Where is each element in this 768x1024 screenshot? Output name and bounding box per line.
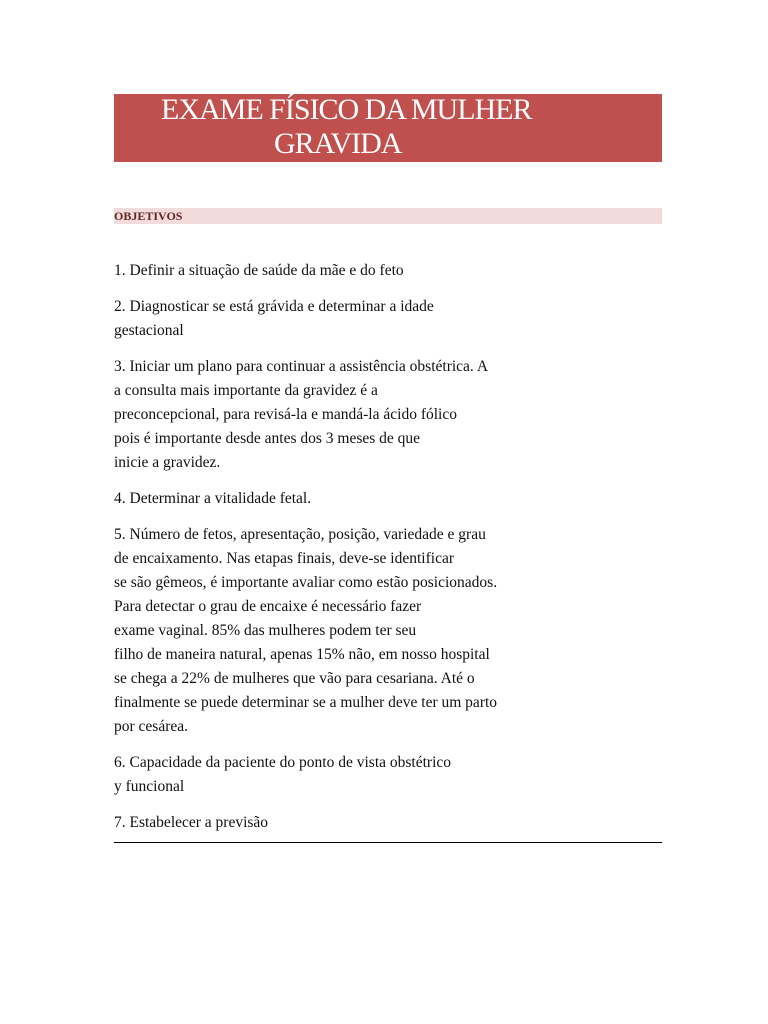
title-banner xyxy=(114,94,662,162)
objective-line: se chega a 22% de mulheres que vão para cesariana. Até o xyxy=(114,670,475,687)
objective-item xyxy=(114,811,674,835)
objective-line: pois é importante desde antes dos 3 meses de que xyxy=(114,430,421,447)
objective-line: inicie a gravidez. xyxy=(114,454,221,471)
objectives-list xyxy=(114,259,674,847)
objective-item xyxy=(114,751,674,799)
objective-line: filho de maneira natural, apenas 15% não, em nosso hospital xyxy=(114,646,490,663)
objective-line: por cesárea. xyxy=(114,718,189,735)
objective-line: 5. Número de fetos, apresentação, posição, variedade e grau xyxy=(114,526,486,543)
objective-item xyxy=(114,523,674,739)
objective-line: y funcional xyxy=(114,778,185,795)
objective-line: 3. Iniciar um plano para continuar a assistência obstétrica. A xyxy=(114,358,489,375)
horizontal-rule xyxy=(114,842,662,843)
objective-line: Para detectar o grau de encaixe é necessário fazer xyxy=(114,598,422,615)
document-title-line-2: GRAVIDA xyxy=(274,127,402,160)
section-heading: OBJETIVOS xyxy=(114,209,183,223)
objective-line: preconcepcional, para revisá-la e mandá-la ácido fólico xyxy=(114,406,457,423)
objective-line: se são gêmeos, é importante avaliar como estão posicionados. xyxy=(114,574,498,591)
objective-line: finalmente se puede determinar se a mulher deve ter um parto xyxy=(114,694,498,711)
objective-line: exame vaginal. 85% das mulheres podem ter seu xyxy=(114,622,417,639)
objective-item xyxy=(114,487,674,511)
objective-line: gestacional xyxy=(114,322,184,339)
section-heading-bar xyxy=(114,208,662,224)
objective-line: 7. Estabelecer a previsão xyxy=(114,814,269,831)
objective-line: 1. Definir a situação de saúde da mãe e do feto xyxy=(114,262,404,279)
objective-line: de encaixamento. Nas etapas finais, deve-se identificar xyxy=(114,550,454,567)
objective-line: 6. Capacidade da paciente do ponto de vista obstétrico xyxy=(114,754,452,771)
objective-line: 2. Diagnosticar se está grávida e determinar a idade xyxy=(114,298,434,315)
document-title-line-1: EXAME FÍSICO DA MULHER xyxy=(161,93,532,126)
objective-line: a consulta mais importante da gravidez é a xyxy=(114,382,378,399)
objective-item xyxy=(114,259,674,283)
objective-item xyxy=(114,295,674,343)
objective-item xyxy=(114,355,674,475)
objective-line: 4. Determinar a vitalidade fetal. xyxy=(114,490,312,507)
